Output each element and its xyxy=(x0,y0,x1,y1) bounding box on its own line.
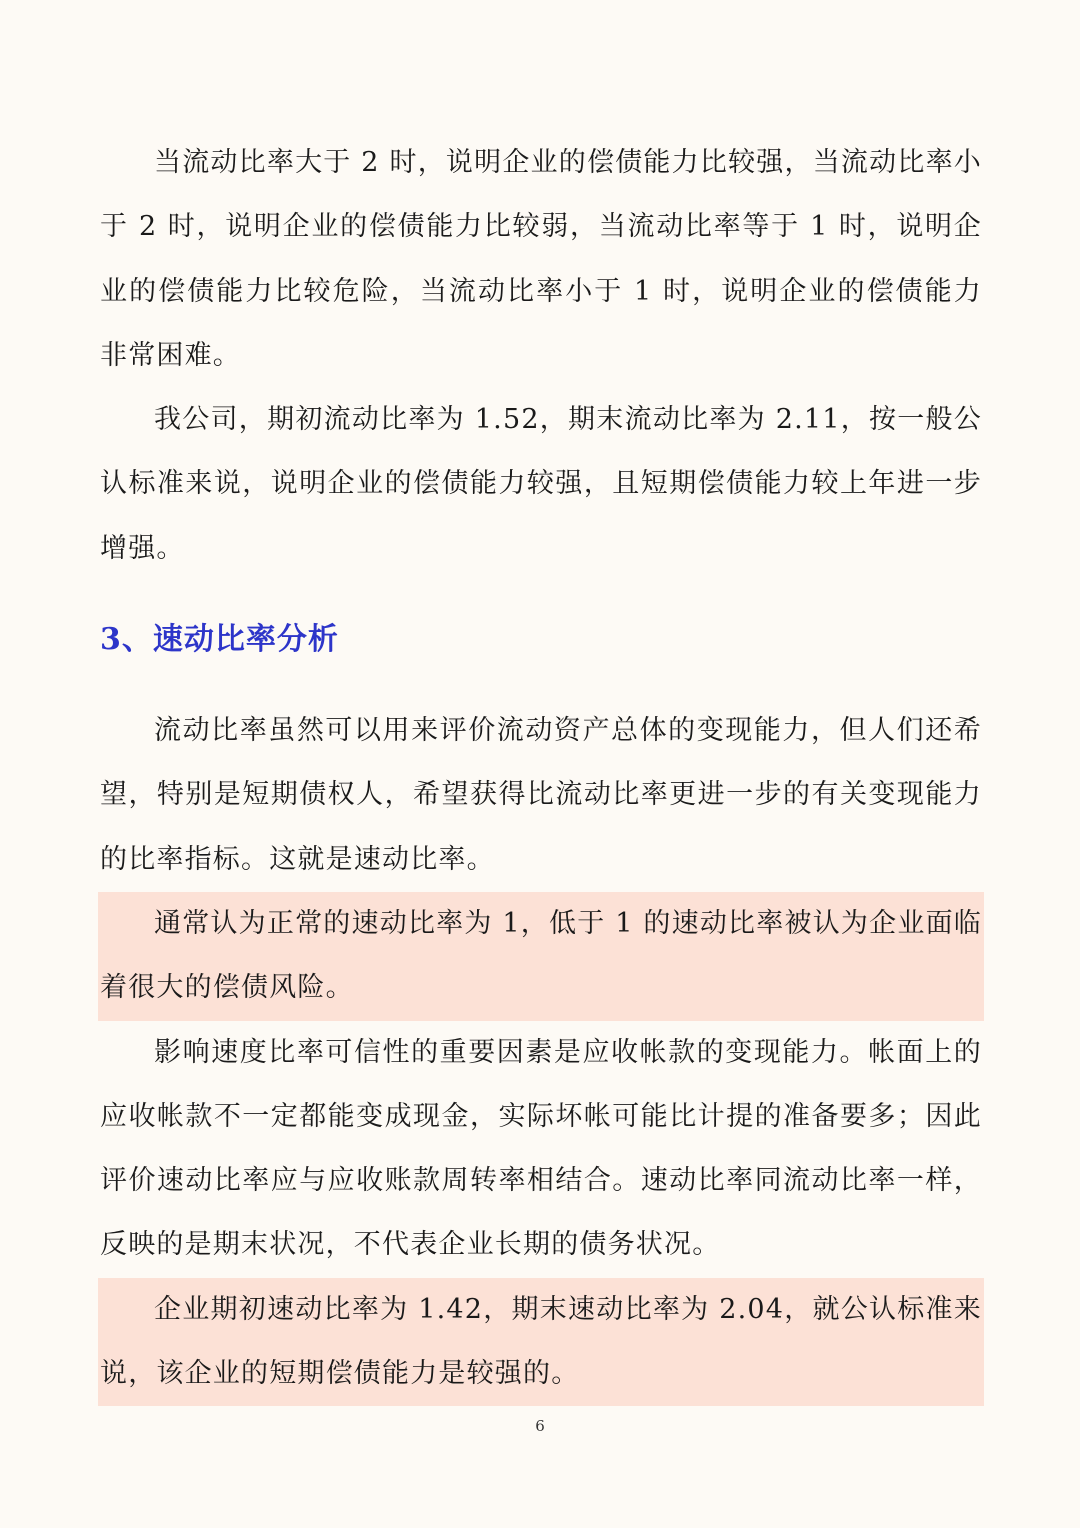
highlighted-paragraph-normal-quick-ratio: 通常认为正常的速动比率为 1，低于 1 的速动比率被认为企业面临着很大的偿债风险。 xyxy=(98,892,984,1021)
page-content xyxy=(100,131,982,1406)
highlighted-paragraph-company-quick-ratio: 企业期初速动比率为 1.42，期末速动比率为 2.04，就公认标准来说，该企业的短期偿债能力是较强的。 xyxy=(98,1278,984,1407)
paragraph-company-current-ratio: 我公司，期初流动比率为 1.52，期末流动比率为 2.11，按一般公认标准来说，说明企业的偿债能力较强，且短期偿债能力较上年进一步增强。 xyxy=(100,404,982,564)
paragraph-current-ratio-standard: 当流动比率大于 2 时，说明企业的偿债能力比较强，当流动比率小于 2 时，说明企业的偿债能力比较弱，当流动比率等于 1 时，说明企业的偿债能力比较危险，当流动比率小于 1 时，说明企业的偿债能力非常困难。 xyxy=(100,147,982,371)
paragraph-quick-ratio-intro: 流动比率虽然可以用来评价流动资产总体的变现能力，但人们还希望，特别是短期债权人，希望获得比流动比率更进一步的有关变现能力的比率指标。这就是速动比率。 xyxy=(100,715,982,875)
section-heading-quick-ratio: 3、速动比率分析 xyxy=(100,622,339,658)
page-number: 6 xyxy=(535,1417,545,1435)
paragraph-quick-ratio-credibility: 影响速度比率可信性的重要因素是应收帐款的变现能力。帐面上的应收帐款不一定都能变成现金，实际坏帐可能比计提的准备要多；因此评价速动比率应与应收账款周转率相结合。速动比率同流动比率一样，反映的是期末状况，不代表企业长期的债务状况。 xyxy=(100,1036,982,1261)
